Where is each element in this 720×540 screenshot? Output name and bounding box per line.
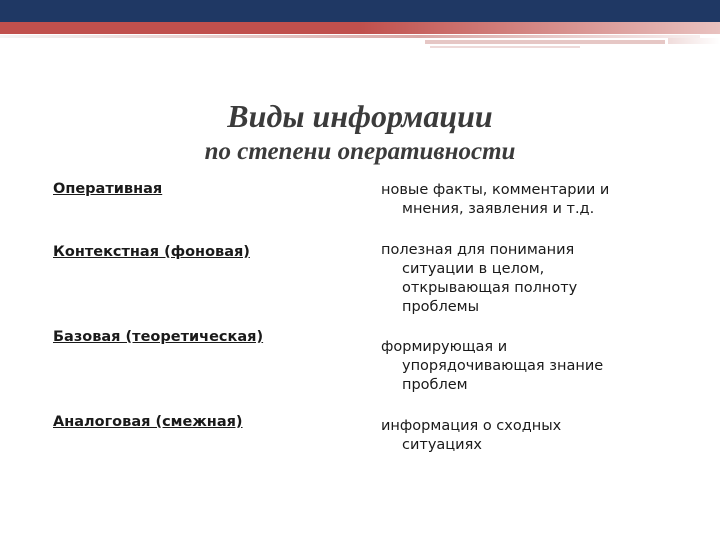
decorative-line xyxy=(425,40,665,44)
top-red-bar-fade xyxy=(360,22,720,34)
row-desc-basic xyxy=(381,338,681,395)
row-label-analog: Аналоговая (смежная) xyxy=(53,414,243,430)
desc-line: открывающая полноту xyxy=(402,280,578,296)
row-label-operative: Оперативная xyxy=(53,181,163,197)
decorative-line xyxy=(0,35,700,38)
desc-line: проблем xyxy=(402,377,468,393)
row-desc-contextual xyxy=(381,241,681,317)
desc-line: ситуациях xyxy=(402,437,482,453)
desc-line: мнения, заявления и т.д. xyxy=(402,201,595,217)
slide-title: Виды информации xyxy=(227,98,493,134)
row-desc-analog xyxy=(381,417,681,455)
decorative-line xyxy=(430,46,580,48)
decorative-line xyxy=(668,38,720,44)
desc-line: информация о сходных xyxy=(381,418,562,434)
row-desc-operative xyxy=(381,181,681,219)
row-label-contextual: Контекстная (фоновая) xyxy=(53,244,250,260)
desc-line: ситуации в целом, xyxy=(402,261,545,277)
desc-line: новые факты, комментарии и xyxy=(381,182,610,198)
desc-line: полезная для понимания xyxy=(381,242,575,258)
desc-line: формирующая и xyxy=(381,339,508,355)
top-blue-bar xyxy=(0,0,720,22)
desc-line: проблемы xyxy=(402,299,480,315)
row-label-basic: Базовая (теоретическая) xyxy=(53,329,264,345)
desc-line: упорядочивающая знание xyxy=(402,358,604,374)
slide-subtitle: по степени оперативности xyxy=(204,138,516,165)
